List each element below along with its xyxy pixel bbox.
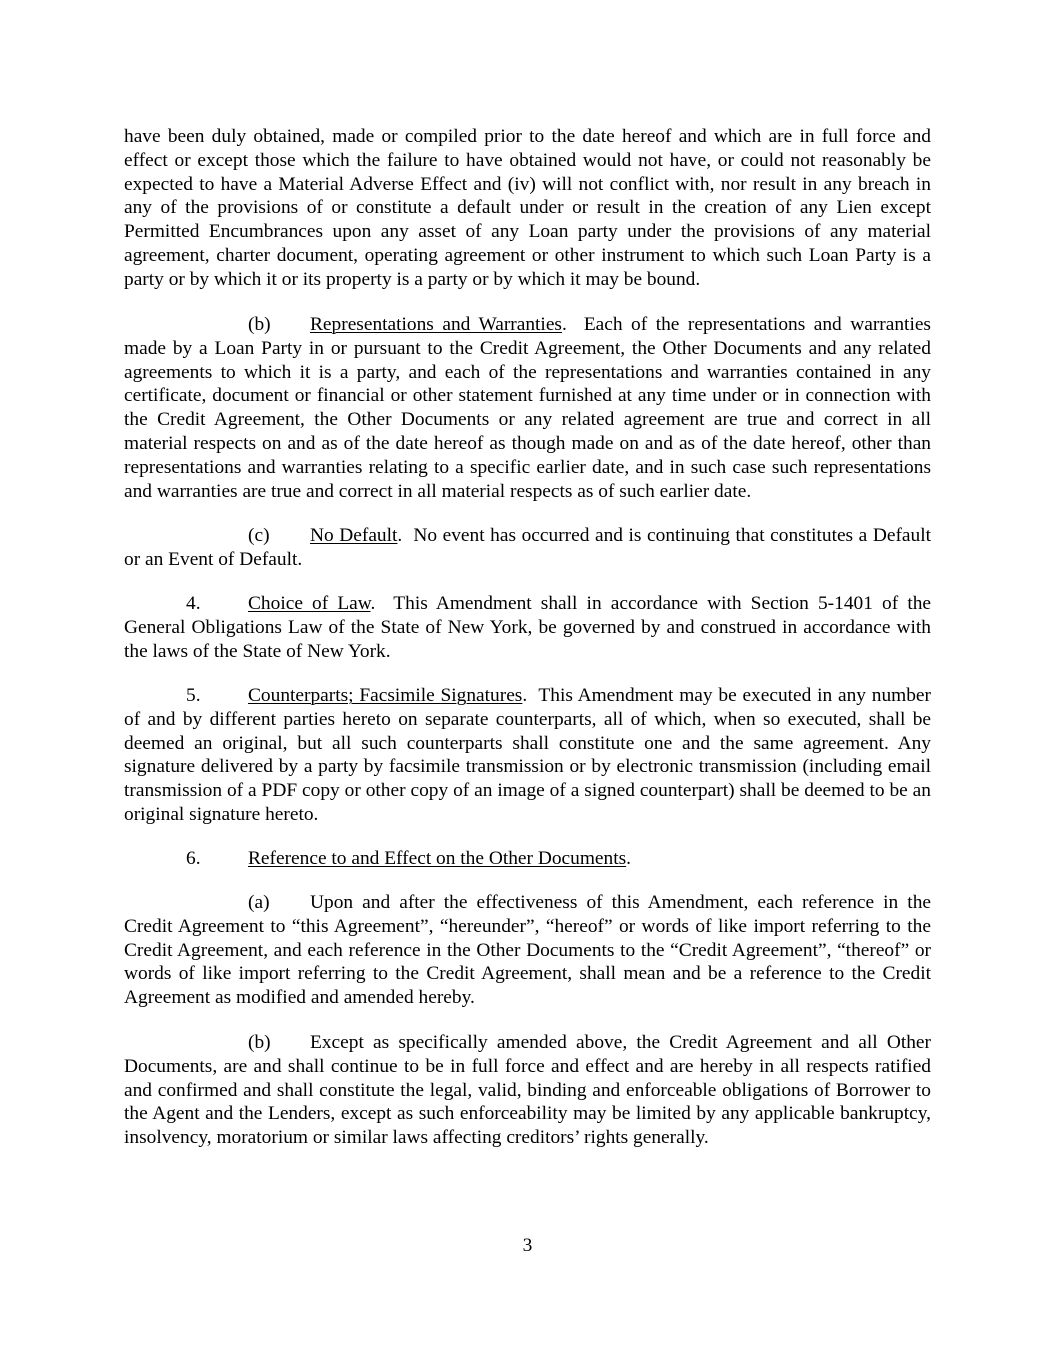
- heading-period: .: [370, 593, 394, 614]
- paragraph-text: have been duly obtained, made or compiled prior to the date hereof and which are in full force and effect or except those which the failure to have obtained would not have, or could not reasonably be expected to have a Material Adverse Effect and (iv) will not conflict with, nor result in any breach in any of the provisions of or constitute a default under or result in the creation of any Lien except Permitted Encumbrances upon any asset of any Loan party under the provisions of any material agreement, charter document, operating agreement or other instrument to which such Loan Party is a party or by which it or its property is a party or by which it may be bound.: [124, 126, 931, 290]
- paragraph-text: This Amendment shall in accordance with Section 5-1401 of the General Obligations Law of the State of New York, be governed by and construed in accordance with the laws of the State of New York.: [124, 593, 932, 662]
- section-number: 4.: [186, 593, 201, 614]
- heading-period: .: [522, 685, 539, 706]
- heading-period: .: [626, 848, 632, 869]
- section-number: 5.: [186, 685, 201, 706]
- paragraph-text: Except as specifically amended above, the Credit Agreement and all Other Documents, are and shall continue to be in full force and effect and are hereby in all respects ratified and confirmed and shall constitute the legal, valid, binding and enforceable obligations of Borrower to the Agent and the Lenders, except as such enforceability may be limited by any applicable bankruptcy, insolvency, moratorium or similar laws affecting creditors’ rights generally.: [124, 1032, 931, 1149]
- paragraph-text: Each of the representations and warranties made by a Loan Party in or pursuant to the Credit Agreement, the Other Documents and any related agreements to which it is a party, and each of the representations and warranties contained in any certificate, document or financial or other statement furnished at any time under or in connection with the Credit Agreement, the Other Documents or any related agreement are true and correct in all material respects on and as of the date hereof as though made on and as of the date hereof, other than representations and warranties relating to a specific earlier date, and in such case such representations and warranties are true and correct in all material respects as of such earlier date.: [124, 314, 931, 502]
- heading-period: .: [397, 525, 414, 546]
- item-label: (b): [248, 1032, 271, 1053]
- paragraph-4: [124, 592, 931, 663]
- paragraph-6a: [124, 891, 931, 1010]
- section-heading: Reference to and Effect on the Other Documents: [248, 848, 627, 869]
- paragraph-3b: [124, 313, 931, 503]
- section-heading: Representations and Warranties: [310, 314, 562, 335]
- page-number: 3: [522, 1235, 533, 1256]
- paragraph-5: [124, 684, 931, 827]
- item-label: (a): [248, 892, 270, 913]
- heading-period: .: [561, 314, 584, 335]
- paragraph-6b: [124, 1031, 931, 1150]
- paragraph-6: [124, 847, 931, 871]
- paragraph-3c: [124, 524, 931, 572]
- paragraph-text: This Amendment may be executed in any number of and by different parties hereto on separate counterparts, all of which, when so executed, shall be deemed an original, but all such counterparts shall constitute one and the same agreement. Any signature delivered by a party by facsimile transmission or by electronic transmission (including email transmission of a PDF copy or other copy of an image of a signed counterpart) shall be deemed to be an original signature hereto.: [124, 685, 931, 825]
- paragraph-text: Upon and after the effectiveness of this Amendment, each reference in the Credit Agreement to “this Agreement”, “hereunder”, “hereof” or words of like import referring to the Credit Agreement, and each reference in the Other Documents to the “Credit Agreement”, “thereof” or words of like import referring to the Credit Agreement, shall mean and be a reference to the Credit Agreement as modified and amended hereby.: [124, 892, 931, 1009]
- section-heading: Choice of Law: [248, 593, 371, 614]
- section-heading: No Default: [310, 525, 398, 546]
- item-label: (c): [248, 525, 270, 546]
- section-number: 6.: [186, 848, 201, 869]
- item-label: (b): [248, 314, 271, 335]
- paragraph-text: No event has occurred and is continuing that constitutes a Default or an Event of Default.: [124, 525, 931, 570]
- paragraph-continuation: [124, 125, 931, 292]
- section-heading: Counterparts; Facsimile Signatures: [248, 685, 523, 706]
